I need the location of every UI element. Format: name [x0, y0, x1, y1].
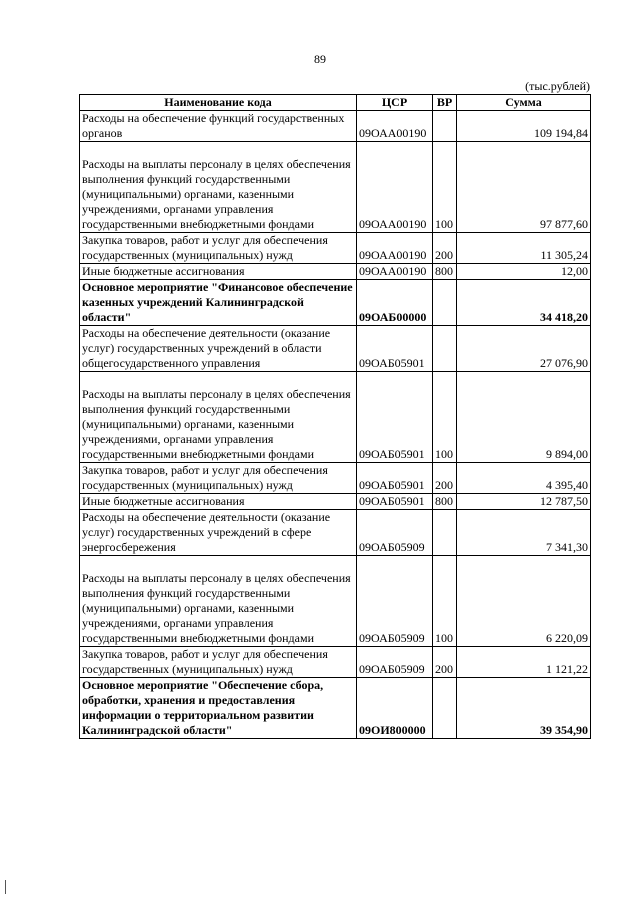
- table-row: [80, 372, 591, 463]
- cell-name: Расходы на выплаты персоналу в целях обеспечения выполнения функций государственными (муниципальными) органами, казенными учреждениями, органами управления государственными внебюджетными фондами: [80, 372, 357, 463]
- cell-vr: [433, 111, 457, 142]
- cell-vr: [433, 326, 457, 372]
- cell-sum: 109 194,84: [457, 111, 591, 142]
- header-name: Наименование кода: [80, 95, 357, 111]
- cell-vr: 100: [433, 142, 457, 233]
- cell-csr: 09ОАБ05901: [357, 326, 433, 372]
- cell-name: Основное мероприятие "Обеспечение сбора, обработки, хранения и предоставления информации о территориальном развитии Калининградской области": [80, 678, 357, 739]
- cell-vr: 100: [433, 372, 457, 463]
- margin-mark: [5, 880, 6, 894]
- cell-csr: 09ОАА00190: [357, 111, 433, 142]
- table-row: [80, 280, 591, 326]
- cell-sum: 27 076,90: [457, 326, 591, 372]
- table-row: [80, 647, 591, 678]
- cell-sum: 4 395,40: [457, 463, 591, 494]
- cell-sum: 97 877,60: [457, 142, 591, 233]
- table-row: [80, 510, 591, 556]
- cell-csr: 09ОАА00190: [357, 264, 433, 280]
- cell-name: Закупка товаров, работ и услуг для обеспечения государственных (муниципальных) нужд: [80, 647, 357, 678]
- cell-csr: 09ОАБ05909: [357, 556, 433, 647]
- cell-name: Расходы на обеспечение деятельности (оказание услуг) государственных учреждений в сфере энергосбережения: [80, 510, 357, 556]
- table-row: [80, 678, 591, 739]
- cell-csr: 09ОАА00190: [357, 142, 433, 233]
- cell-csr: 09ОАБ00000: [357, 280, 433, 326]
- budget-table: [79, 94, 591, 739]
- header-sum: Сумма: [457, 95, 591, 111]
- cell-name: Иные бюджетные ассигнования: [80, 264, 357, 280]
- units-label: (тыс.рублей): [525, 79, 590, 93]
- cell-csr: 09ОАБ05901: [357, 463, 433, 494]
- cell-sum: 12 787,50: [457, 494, 591, 510]
- cell-sum: 1 121,22: [457, 647, 591, 678]
- cell-name: Закупка товаров, работ и услуг для обеспечения государственных (муниципальных) нужд: [80, 463, 357, 494]
- table-row: [80, 326, 591, 372]
- cell-name: Закупка товаров, работ и услуг для обеспечения государственных (муниципальных) нужд: [80, 233, 357, 264]
- cell-csr: 09ОИ800000: [357, 678, 433, 739]
- table-body: [80, 111, 591, 739]
- page-number: 89: [314, 52, 326, 66]
- cell-sum: 9 894,00: [457, 372, 591, 463]
- cell-name: Основное мероприятие "Финансовое обеспечение казенных учреждений Калининградской области": [80, 280, 357, 326]
- cell-vr: [433, 510, 457, 556]
- cell-sum: 12,00: [457, 264, 591, 280]
- cell-sum: 6 220,09: [457, 556, 591, 647]
- table-header-row: [80, 95, 591, 111]
- cell-csr: 09ОАБ05909: [357, 647, 433, 678]
- table-row: [80, 111, 591, 142]
- header-csr: ЦСР: [357, 95, 433, 111]
- cell-sum: 11 305,24: [457, 233, 591, 264]
- cell-csr: 09ОАА00190: [357, 233, 433, 264]
- header-vr: ВР: [433, 95, 457, 111]
- cell-vr: 800: [433, 264, 457, 280]
- cell-sum: 39 354,90: [457, 678, 591, 739]
- cell-csr: 09ОАБ05901: [357, 372, 433, 463]
- cell-vr: 100: [433, 556, 457, 647]
- cell-sum: 34 418,20: [457, 280, 591, 326]
- cell-name: Расходы на выплаты персоналу в целях обеспечения выполнения функций государственными (муниципальными) органами, казенными учреждениями, органами управления государственными внебюджетными фондами: [80, 556, 357, 647]
- cell-vr: [433, 280, 457, 326]
- table-row: [80, 494, 591, 510]
- cell-vr: 200: [433, 647, 457, 678]
- cell-vr: 800: [433, 494, 457, 510]
- cell-vr: 200: [433, 463, 457, 494]
- cell-name: Расходы на обеспечение деятельности (оказание услуг) государственных учреждений в области общегосударственного управления: [80, 326, 357, 372]
- cell-vr: 200: [433, 233, 457, 264]
- cell-name: Расходы на обеспечение функций государственных органов: [80, 111, 357, 142]
- table-row: [80, 463, 591, 494]
- cell-csr: 09ОАБ05901: [357, 494, 433, 510]
- cell-sum: 7 341,30: [457, 510, 591, 556]
- table-row: [80, 556, 591, 647]
- cell-vr: [433, 678, 457, 739]
- cell-name: Расходы на выплаты персоналу в целях обеспечения выполнения функций государственными (муниципальными) органами, казенными учреждениями, органами управления государственными внебюджетными фондами: [80, 142, 357, 233]
- table-row: [80, 142, 591, 233]
- table-row: [80, 264, 591, 280]
- cell-name: Иные бюджетные ассигнования: [80, 494, 357, 510]
- cell-csr: 09ОАБ05909: [357, 510, 433, 556]
- table-row: [80, 233, 591, 264]
